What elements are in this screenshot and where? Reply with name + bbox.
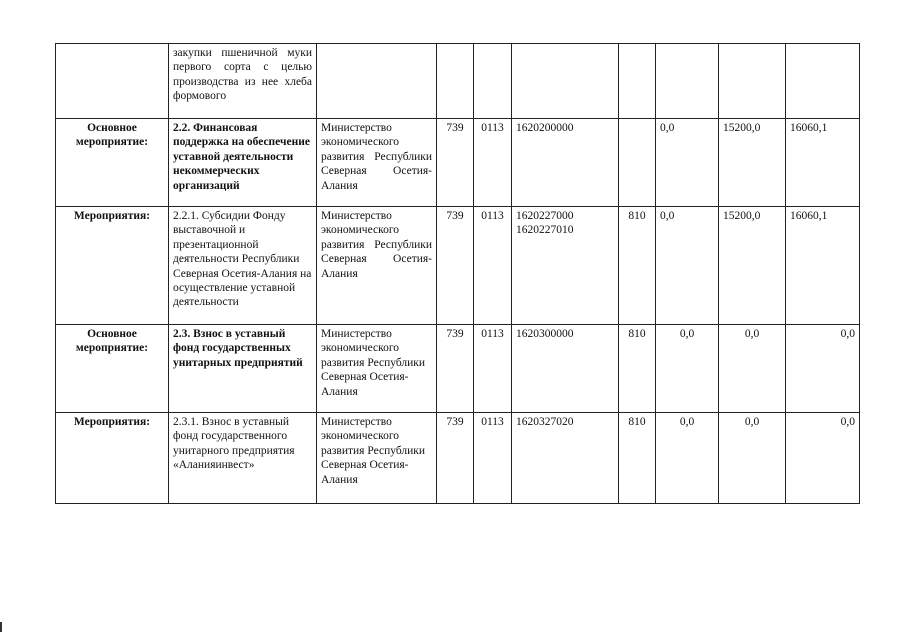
amount-2019-cell: 0,0 <box>656 413 719 504</box>
table-row <box>56 207 860 325</box>
amount-2020-cell: 0,0 <box>719 413 786 504</box>
amount-2021-cell: 0,0 <box>786 325 860 413</box>
amount-2020-cell <box>719 44 786 119</box>
section-cell: 0113 <box>474 413 512 504</box>
target-article-cell <box>512 119 619 207</box>
amount-2019-cell <box>656 44 719 119</box>
grbs-cell: 739 <box>437 207 474 325</box>
target-article-code: 1620200000 <box>516 122 574 134</box>
amount-2019-cell: 0,0 <box>656 207 719 325</box>
budget-table <box>55 43 860 504</box>
grbs-cell: 739 <box>437 325 474 413</box>
target-article-cell <box>512 413 619 504</box>
amount-2020-cell: 15200,0 <box>719 207 786 325</box>
expense-type-cell: 810 <box>619 413 656 504</box>
agency-cell: Министерство экономического развития Республики Северная Осетия-Алания <box>317 119 437 207</box>
agency-cell: Министерство экономического развития Республики Северная Осетия-Алания <box>317 325 437 413</box>
amount-2019-cell: 0,0 <box>656 119 719 207</box>
grbs-cell <box>437 44 474 119</box>
measure-type-cell: Мероприятия: <box>56 207 169 325</box>
measure-type-cell: Мероприятия: <box>56 413 169 504</box>
grbs-cell: 739 <box>437 413 474 504</box>
measure-name-cell: 2.3.1. Взнос в уставный фонд государственного унитарного предприятия «Аланияинвест» <box>169 413 317 504</box>
target-article-code: 1620300000 <box>516 328 574 340</box>
agency-cell: Министерство экономического развития Республики Северная Осетия-Алания <box>317 207 437 325</box>
table-row <box>56 325 860 413</box>
target-article-code: 1620327020 <box>516 416 574 428</box>
measure-name-cell: 2.2.1. Субсидии Фонду выставочной и презентационной деятельности Республики Северная Осетия-Алания на осуществление уставной деятельности <box>169 207 317 325</box>
section-cell: 0113 <box>474 119 512 207</box>
expense-type-cell <box>619 119 656 207</box>
agency-cell: Министерство экономического развития Республики Северная Осетия-Алания <box>317 413 437 504</box>
expense-type-cell <box>619 44 656 119</box>
target-article-code: 1620227000 <box>516 210 574 222</box>
measure-type-cell: Основное мероприятие: <box>56 325 169 413</box>
expense-type-cell: 810 <box>619 207 656 325</box>
table-row <box>56 44 860 119</box>
amount-2021-cell: 16060,1 <box>786 207 860 325</box>
table-row <box>56 413 860 504</box>
amount-2021-cell: 16060,1 <box>786 119 860 207</box>
amount-2021-cell <box>786 44 860 119</box>
measure-name-cell: 2.2. Финансовая поддержка на обеспечение уставной деятельности некоммерческих организаций <box>169 119 317 207</box>
measure-name-cell: 2.3. Взнос в уставный фонд государственных унитарных предприятий <box>169 325 317 413</box>
section-cell: 0113 <box>474 207 512 325</box>
scan-edge-mark <box>0 622 2 632</box>
measure-type-cell <box>56 44 169 119</box>
target-article-cell <box>512 44 619 119</box>
grbs-cell: 739 <box>437 119 474 207</box>
agency-cell <box>317 44 437 119</box>
target-article-cell <box>512 207 619 325</box>
section-cell <box>474 44 512 119</box>
amount-2020-cell: 0,0 <box>719 325 786 413</box>
target-article-cell <box>512 325 619 413</box>
section-cell: 0113 <box>474 325 512 413</box>
measure-type-cell: Основное мероприятие: <box>56 119 169 207</box>
amount-2021-cell: 0,0 <box>786 413 860 504</box>
amount-2020-cell: 15200,0 <box>719 119 786 207</box>
target-article-code: 1620227010 <box>516 224 574 237</box>
amount-2019-cell: 0,0 <box>656 325 719 413</box>
expense-type-cell: 810 <box>619 325 656 413</box>
table-row <box>56 119 860 207</box>
measure-name-cell: закупки пшеничной муки первого сорта с целью производства из нее хлеба формового <box>169 44 317 119</box>
